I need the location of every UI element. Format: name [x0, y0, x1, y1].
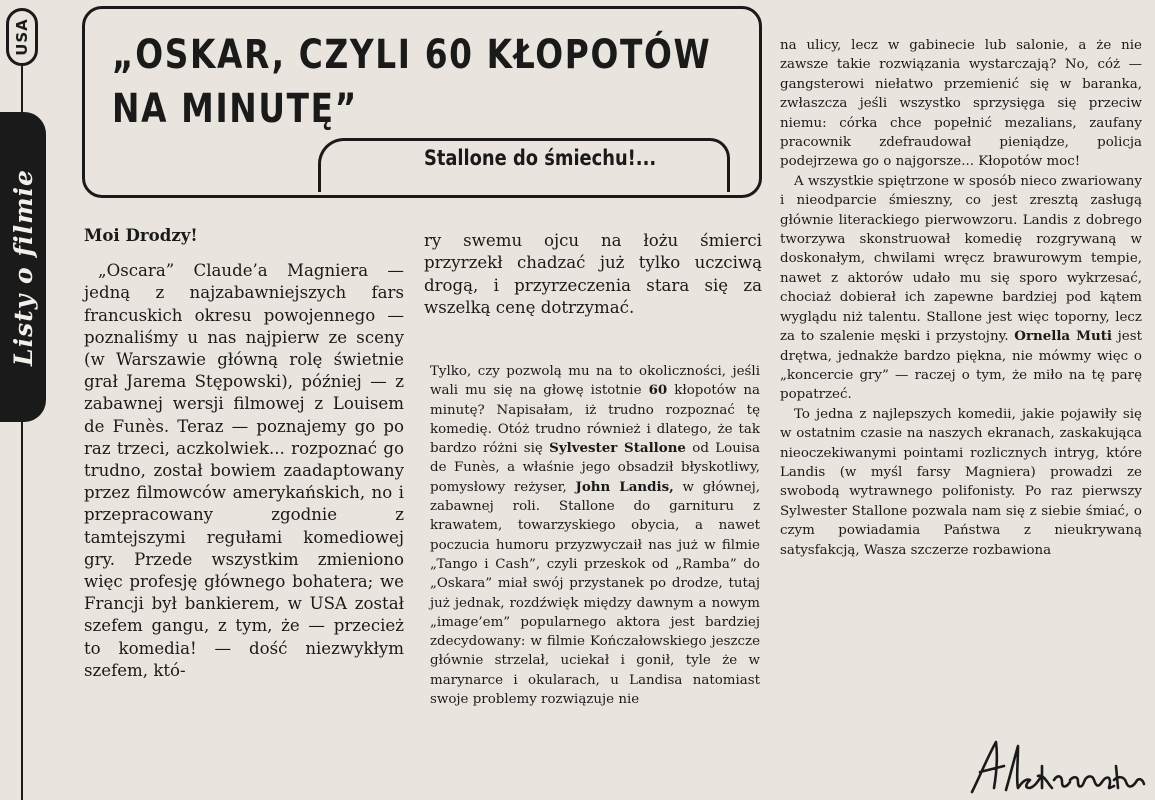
column-1	[84, 224, 404, 682]
article-title	[112, 28, 768, 136]
bold-run: 60	[648, 382, 668, 399]
rail-divider-top	[21, 66, 23, 112]
title-line-2: NA MINUTĘ”	[112, 86, 358, 132]
column-2-top	[424, 230, 762, 320]
paragraph: na ulicy, lecz w gabinecie lub salonie, a że nie zawsze takie rozwiązania wystarczają? No, cóż — gangsterowi niełatwo przemienić się w baranka, zwłaszcza jeśli wszystko sprzysięga się przeciw niemu: córka chce popełnić mezalians, zaufany pracownik zdefraudował pieniądze, policja podejrzewa go o najgorsze... Kłopotów moc!	[780, 38, 1142, 170]
column-2-main	[430, 362, 760, 709]
bold-run: Ornella Muti	[1014, 328, 1112, 345]
usa-badge-label: USA	[13, 18, 31, 56]
article-subtitle: Stallone do śmiechu!...	[424, 146, 657, 170]
text-run: A wszystkie spiętrzone w sposób nieco zwariowany i nieodparcie śmieszny, co jest zresztą zasługą głównie literackiego pierwowzoru. Landis z dobrego tworzywa skonstruował komedię rozgrywaną w doskonałym, chwilami wręcz brawurowym tempie, nawet z aktorów udało mu się sporo wykrzesać, chociaż dobierał ich zapewne bardziej pod kątem wyglądu niż talentu. Stallone jest więc toporny, lecz za to szalenie męski i przystojny.	[780, 173, 1142, 345]
paragraph: To jedna z najlepszych komedii, jakie pojawiły się w ostatnim czasie na naszych ekranach, zaskakująca nieoczekiwanymi pointami rozlicznych intryg, które Landis (w myśl farsy Magniera) prowadzi ze swobodą wytrawnego polifonisty. Po raz pierwszy Sylwester Stallone pozwala nam się z siebie śmiać, o czym powiadamia Państwa z nieukrywaną satysfakcją, Wasza szczerze rozbawiona	[780, 406, 1142, 558]
title-line-1: „OSKAR, CZYLI 60 KŁOPOTÓW	[112, 32, 712, 78]
rail-divider-bottom	[21, 422, 23, 800]
column-3	[780, 36, 1142, 560]
paragraph	[430, 362, 760, 709]
section-label-bar	[0, 112, 46, 422]
paragraph: ry swemu ojcu na łożu śmierci przyrzekł chadzać już tylko uczciwą drogą, i przyrzeczenia stara się za wszelką cenę dotrzymać.	[424, 231, 762, 318]
text-run: jest drętwa, jednakże bardzo piękna, nie mówmy więc o „koncercie gry” — raczej o tym, że miło na tę parę popatrzeć.	[780, 329, 1142, 403]
text-run: od Louisa de Funès, a właśnie jego obsadził błyskotliwy, pomysłowy reżyser,	[430, 441, 760, 495]
usa-badge	[6, 8, 38, 66]
bold-run: John Landis,	[575, 478, 674, 495]
signature-image	[966, 736, 1151, 796]
bold-run: Sylvester Stallone	[549, 440, 686, 457]
paragraph	[780, 172, 1142, 405]
author-signature	[966, 736, 1151, 796]
text-run: w głównej, zabawnej roli. Stallone do garnituru z krawatem, towarzyskiego obycia, a nawet poczucia humoru przyzwyczaił nas już w filmie „Tango i Cash”, czyli przeskok od „Ramba” do „Oskara” miał swój przystanek po drodze, tutaj już jednak, rozdźwięk między dawnym a nowym „image’em” popularnego aktora jest bardziej zdecydowany: w filmie Kończałowskiego jeszcze głównie strzelał, uciekał i gonił, tyle że w marynarce i okularach, u Landisa natomiast swoje problemy rozwiązuje nie	[430, 479, 761, 708]
paragraph: „Oscara” Claude’a Magniera — jedną z najzabawniejszych fars francuskich okresu powojennego — poznaliśmy u nas najpierw ze sceny (w Warszawie główną rolę świetnie grał Jarema Stępowski), później — z zabawnej wersji filmowej z Louisem de Funès. Teraz — poznajemy go po raz trzeci, aczkolwiek... rozpoznać go trudno, został bowiem zaadaptowany przez filmowców amerykańskich, no i przepracowany zgodnie z tamtejszymi regułami komediowej gry. Przede wszystkim zmieniono więc profesję głównego bohatera; we Francji był bankierem, w USA został szefem gangu, z tym, że — przecież to komedia! — dość niezwykłym szefem, któ-	[84, 261, 404, 680]
text-run: kłopotów na minutę? Napisałam, iż trudno rozpoznać tę komedię. Otóż trudno również i dlatego, że tak bardzo różni się	[430, 383, 760, 457]
text-run: Tylko, czy pozwolą mu na to okoliczności, jeśli wali mu się na głowę istotnie	[430, 364, 760, 399]
section-rail	[0, 0, 48, 800]
greeting: Moi Drodzy!	[84, 225, 198, 245]
section-label: Listy o filmie	[8, 168, 38, 366]
